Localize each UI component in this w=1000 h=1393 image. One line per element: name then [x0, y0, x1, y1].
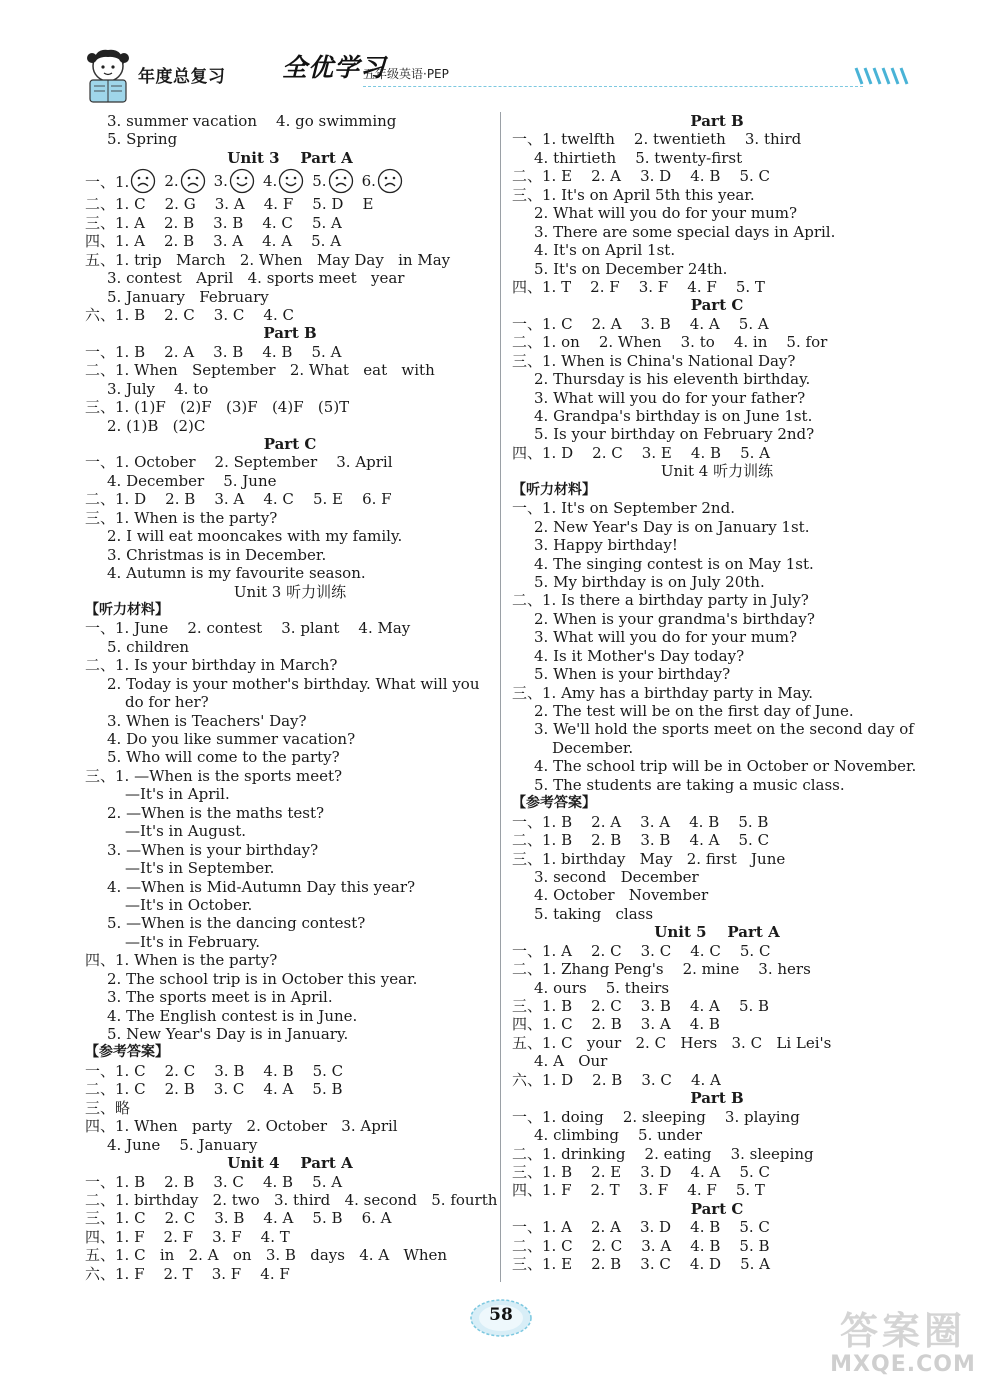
section-heading: Part C	[263, 435, 317, 453]
answer-line: 四、1. When party 2. October 3. April	[85, 1117, 398, 1136]
face-answer	[362, 168, 403, 194]
answer-line: 六、1. B 2. C 3. C 4. C	[85, 305, 294, 324]
answer-line: 2. When is your grandma's birthday?	[534, 609, 815, 628]
answer-line: 5. January February	[107, 287, 269, 306]
answer-line: 3. July 4. to	[107, 379, 209, 398]
happy-face-icon	[278, 168, 304, 194]
answer-line: 三、1. birthday May 2. first June	[512, 849, 786, 868]
answer-line: 2. I will eat mooncakes with my family.	[107, 527, 403, 546]
answer-line: 一、1. doing 2. sleeping 3. playing	[512, 1107, 800, 1126]
watermark-text: 答案圈	[839, 1309, 966, 1353]
answer-line: 三、1. It's on April 5th this year.	[512, 185, 755, 204]
section-heading: Part C	[690, 296, 744, 315]
answer-line: 4. The singing contest is on May 1st.	[534, 554, 814, 573]
answer-line: 四、1. F 2. T 3. F 4. F 5. T	[512, 1181, 765, 1200]
answer-line: 三、1. B 2. C 3. B 4. A 5. B	[512, 997, 770, 1015]
section-heading: Unit 4 听力训练	[660, 462, 774, 481]
section-heading: Part B	[690, 1089, 744, 1108]
answer-line: 六、1. F 2. T 3. F 4. F	[85, 1264, 290, 1283]
answer-line: 3. What will you do for your mum?	[534, 628, 798, 647]
answer-line: 3. —When is your birthday?	[107, 840, 319, 859]
section-label: 【参考答案】	[85, 1044, 169, 1061]
section-heading: Unit 5 Part A	[654, 923, 780, 942]
answer-line: 5. Is your birthday on February 2nd?	[534, 425, 815, 444]
face-label: 6.	[361, 172, 376, 191]
sad-face-icon	[328, 168, 354, 194]
answer-line: 4. Is it Mother's Day today?	[534, 646, 745, 665]
section-heading: Unit 3 听力训练	[233, 582, 347, 601]
answer-line: 5. It's on December 24th.	[534, 259, 728, 278]
answer-line: 四、1. C 2. B 3. A 4. B	[512, 1015, 720, 1034]
answer-line: 三、1. B 2. E 3. D 4. A 5. C	[512, 1162, 770, 1181]
face-answer	[263, 168, 304, 194]
happy-face-icon	[229, 168, 255, 194]
answer-line: 5. Who will come to the party?	[107, 748, 340, 767]
answer-line: 5. When is your birthday?	[534, 665, 731, 684]
answer-line: 2. The school trip is in October this year.	[107, 969, 418, 988]
answer-line: 三、1. C 2. C 3. B 4. A 5. B 6. A	[85, 1209, 392, 1228]
face-label: 3.	[213, 172, 228, 191]
face-label: 4.	[262, 172, 278, 191]
answer-line: 五、1. C your 2. C Hers 3. C Li Lei's	[512, 1033, 832, 1052]
watermark	[818, 1300, 988, 1385]
answer-line: 二、1. on 2. When 3. to 4. in 5. for	[512, 333, 828, 352]
answer-line: 3. second December	[534, 867, 699, 886]
answer-line: 一、1. B 2. B 3. C 4. B 5. A	[85, 1172, 343, 1191]
answer-line: 2. —When is the maths test?	[107, 803, 325, 822]
answer-line: 二、1. C 2. B 3. C 4. A 5. B	[85, 1080, 343, 1099]
answer-line: 2. Thursday is his eleventh birthday.	[534, 370, 811, 389]
answer-line: 三、1. (1)F (2)F (3)F (4)F (5)T	[85, 398, 350, 417]
answer-line: 三、1. E 2. B 3. C 4. D 5. A	[512, 1255, 770, 1274]
face-answer	[214, 168, 255, 194]
answer-line: 二、1. E 2. A 3. D 4. B 5. C	[512, 167, 770, 186]
face-answer	[164, 168, 205, 194]
face-answer	[312, 168, 353, 194]
answer-line: 二、1. drinking 2. eating 3. sleeping	[512, 1144, 814, 1163]
answer-line: 3. We'll hold the sports meet on the second day of	[534, 720, 914, 739]
header-logo: 全优学习	[282, 53, 387, 82]
answer-line: 3. There are some special days in April.	[534, 222, 836, 241]
section-heading: Part B	[263, 324, 317, 343]
answer-line: 四、1. T 2. F 3. F 4. F 5. T	[512, 277, 765, 296]
answer-line: 一、1. It's on September 2nd.	[512, 499, 735, 518]
mascot-icon	[80, 44, 140, 106]
answer-line: —It's in April.	[125, 785, 230, 804]
header-subtitle: 五年级英语·PEP	[363, 67, 449, 81]
answer-line: —It's in February.	[125, 932, 261, 951]
answer-line: 5. New Year's Day is in January.	[107, 1025, 349, 1043]
answer-line: 二、1. birthday 2. two 3. third 4. second 5. fourth	[85, 1190, 498, 1209]
answer-line: 2. Today is your mother's birthday. What will you	[107, 674, 480, 693]
answer-line: 3. What will you do for your father?	[534, 388, 806, 407]
answer-line: 4. The school trip will be in October or November.	[534, 757, 917, 776]
answer-line: 二、1. Zhang Peng's 2. mine 3. hers	[512, 960, 811, 979]
page-number: 58	[489, 1305, 513, 1325]
column-divider	[500, 112, 501, 1282]
answer-line: 3. Christmas is in December.	[107, 545, 327, 564]
sad-face-icon	[180, 168, 206, 194]
page-header	[80, 40, 910, 110]
left-column	[85, 112, 498, 1283]
answer-line: 5. children	[107, 637, 190, 656]
answer-line: 5. My birthday is on July 20th.	[534, 572, 765, 591]
answer-line: 一、1. B 2. A 3. A 4. B 5. B	[512, 812, 769, 831]
section-heading: Part C	[690, 1199, 744, 1218]
answer-line: 二、1. C 2. C 3. A 4. B 5. B	[512, 1236, 770, 1255]
section-heading: Unit 3 Part A	[227, 148, 353, 167]
answer-line: 五、1. trip March 2. When May Day in May	[85, 250, 451, 269]
answer-line: 3. summer vacation 4. go swimming	[107, 112, 397, 130]
answer-line: 4. —When is Mid-Autumn Day this year?	[107, 877, 416, 896]
answer-line: 一、1. October 2. September 3. April	[85, 453, 393, 472]
answer-line: 四、1. D 2. C 3. E 4. B 5. A	[512, 443, 770, 462]
answer-line: 二、1. D 2. B 3. A 4. C 5. E 6. F	[85, 490, 392, 509]
answer-line: 4. Autumn is my favourite season.	[107, 564, 366, 583]
face-label: 一、1.	[85, 172, 130, 191]
header-title: 年度总复习	[138, 67, 226, 87]
answer-line: 2. The test will be on the first day of June.	[534, 702, 854, 720]
answer-line: 三、1. When is the party?	[85, 508, 278, 527]
stripes-decoration	[852, 66, 912, 86]
answer-line: 4. June 5. January	[107, 1135, 258, 1154]
answer-line: 二、1. B 2. B 3. B 4. A 5. C	[512, 831, 770, 850]
answer-line: 四、1. A 2. B 3. A 4. A 5. A	[85, 232, 342, 251]
answer-line: 3. contest April 4. sports meet year	[107, 269, 405, 288]
answer-line: 一、1. June 2. contest 3. plant 4. May	[85, 619, 411, 638]
answer-line: 2. What will you do for your mum?	[534, 204, 798, 223]
answer-line: 三、1. Amy has a birthday party in May.	[512, 683, 813, 702]
faces-answer-row	[85, 167, 495, 195]
answer-line: 4. thirtieth 5. twenty-first	[534, 148, 743, 167]
answer-line: 一、1. twelfth 2. twentieth 3. third	[512, 130, 802, 149]
answer-line: 5. The students are taking a music class.	[534, 775, 845, 794]
answer-line: 4. A Our	[534, 1052, 608, 1071]
answer-line: 4. It's on April 1st.	[534, 241, 676, 260]
answer-line: 4. Do you like summer vacation?	[107, 730, 356, 748]
answer-line: —It's in October.	[125, 895, 253, 914]
answer-line: 4. ours 5. theirs	[534, 978, 670, 997]
answer-line: —It's in August.	[125, 822, 247, 841]
sad-face-icon	[377, 168, 403, 194]
answer-line: 3. When is Teachers' Day?	[107, 711, 307, 730]
face-answer	[85, 168, 156, 194]
section-heading: Unit 4 Part A	[227, 1154, 353, 1173]
answer-line: 三、略	[85, 1098, 131, 1117]
answer-line: December.	[552, 738, 634, 757]
face-label: 5.	[312, 172, 327, 191]
section-label: 【参考答案】	[512, 795, 596, 812]
answer-line: 一、1. B 2. A 3. B 4. B 5. A	[85, 342, 342, 361]
answer-line: 六、1. D 2. B 3. C 4. A	[512, 1070, 721, 1089]
watermark-url: MXQE.COM	[830, 1352, 976, 1377]
answer-line: 4. October November	[534, 886, 709, 905]
answer-line: do for her?	[125, 693, 209, 712]
answer-line: 二、1. When September 2. What eat with	[85, 361, 435, 380]
answer-line: 二、1. C 2. G 3. A 4. F 5. D E	[85, 195, 374, 214]
section-heading: Part B	[690, 112, 744, 130]
answer-line: 一、1. A 2. A 3. D 4. B 5. C	[512, 1218, 770, 1237]
answer-line: 3. The sports meet is in April.	[107, 988, 333, 1007]
answer-line: 四、1. F 2. F 3. F 4. T	[85, 1227, 290, 1246]
section-label: 【听力材料】	[512, 481, 596, 498]
answer-line: 4. December 5. June	[107, 471, 277, 490]
answer-line: 2. (1)B (2)C	[107, 416, 206, 435]
answer-line: —It's in September.	[125, 859, 275, 878]
answer-line: 5. —When is the dancing contest?	[107, 914, 366, 933]
answer-line: 二、1. Is your birthday in March?	[85, 656, 338, 675]
answer-line: 一、1. C 2. C 3. B 4. B 5. C	[85, 1061, 344, 1080]
sad-face-icon	[130, 168, 156, 194]
answer-line: 五、1. C in 2. A on 3. B days 4. A When	[85, 1246, 448, 1265]
section-label: 【听力材料】	[85, 601, 169, 618]
answer-line: 三、1. —When is the sports meet?	[85, 766, 343, 785]
answer-line: 一、1. C 2. A 3. B 4. A 5. A	[512, 314, 769, 333]
answer-line: 三、1. A 2. B 3. B 4. C 5. A	[85, 213, 342, 232]
answer-line: 4. Grandpa's birthday is on June 1st.	[534, 407, 813, 425]
answer-line: 四、1. When is the party?	[85, 951, 278, 970]
right-column	[512, 112, 922, 1274]
answer-line: 5. Spring	[107, 130, 178, 149]
answer-line: 三、1. When is China's National Day?	[512, 351, 796, 370]
answer-line: 5. taking class	[534, 904, 654, 923]
answer-line: 4. The English contest is in June.	[107, 1006, 358, 1025]
answer-line: 二、1. Is there a birthday party in July?	[512, 591, 809, 610]
answer-line: 4. climbing 5. under	[534, 1126, 703, 1145]
answer-line: 3. Happy birthday!	[534, 536, 678, 555]
answer-line: 2. New Year's Day is on January 1st.	[534, 517, 810, 536]
answer-line: 一、1. A 2. C 3. C 4. C 5. C	[512, 941, 771, 960]
face-label: 2.	[164, 172, 179, 191]
header-divider	[363, 86, 863, 87]
